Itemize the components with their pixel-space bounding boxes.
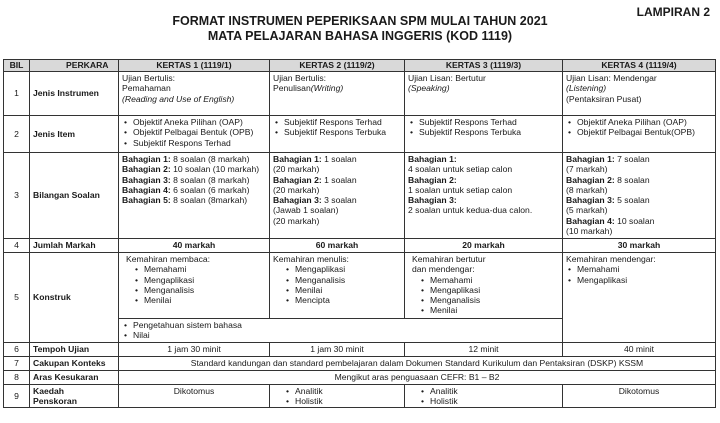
list-item: • Objektif Aneka Pilihan (OAP): [122, 117, 266, 127]
section-value: 1 soalan: [321, 154, 357, 164]
cell-kertas-1: [119, 153, 270, 239]
list-item: • Subjektif Respons Terhad: [122, 138, 266, 148]
table-row: [4, 370, 716, 384]
section-value: (5 markah): [566, 205, 608, 216]
title-line-1: FORMAT INSTRUMEN PEPERIKSAAN SPM MULAI TAHUN 2021: [172, 14, 548, 28]
list-item: • Mengaplikasi: [122, 275, 266, 285]
cell-kertas-1: [119, 253, 270, 319]
section-label: Bahagian 3:: [408, 195, 457, 206]
table-row: [4, 72, 716, 116]
section-value: 1 soalan: [321, 174, 357, 185]
row-number: 3: [4, 153, 30, 239]
section-label: Bahagian 2:: [122, 164, 171, 175]
list-item: • Holistik: [408, 396, 559, 406]
row-label: Cakupan Konteks: [30, 356, 119, 370]
cell-kertas-4: Dikotomus: [563, 384, 716, 408]
cell-text: Ujian Bertulis:: [273, 73, 327, 83]
list-item: • Nilai: [122, 330, 559, 340]
table-row: [4, 253, 716, 319]
list-item: • Objektif Pelbagai Bentuk (OPB): [122, 127, 266, 137]
row-label-line: Kaedah: [33, 385, 65, 396]
cell-text: dan mendengar:: [412, 264, 475, 275]
section-value: 6 soalan (6 markah): [170, 184, 250, 195]
section-value: 10 soalan: [614, 215, 655, 226]
section-value: (8 markah): [566, 184, 608, 195]
row-number: 4: [4, 239, 30, 253]
section-value: (Jawab 1 soalan): [273, 205, 339, 216]
table-row: [4, 153, 716, 239]
cell-text: Penulisan: [273, 83, 311, 94]
section-value: 8 soalan: [614, 174, 650, 185]
cell-kertas-2: [270, 116, 405, 153]
header-kertas-2: KERTAS 2 (1119/2): [270, 60, 405, 72]
list-item: • Menganalisis: [273, 275, 401, 285]
list-item: • Subjektif Respons Terbuka: [273, 127, 401, 137]
cell-text: (Speaking): [408, 83, 450, 94]
cell-kertas-3: [405, 253, 563, 319]
section-label: Bahagian 4:: [122, 184, 171, 195]
row-label: [30, 384, 119, 408]
cell-kertas-1: Dikotomus: [119, 384, 270, 408]
row-number: 9: [4, 384, 30, 408]
section-value: (7 markah): [566, 164, 608, 175]
section-label: Bahagian 2:: [566, 174, 615, 185]
cell-text: Ujian Lisan: Mendengar: [566, 73, 657, 83]
cell-text: Pemahaman: [122, 83, 171, 94]
cell-kertas-1: [119, 72, 270, 116]
row-label-line: Penskoran: [33, 395, 77, 406]
list-item: • Objektif Aneka Pilihan (OAP): [566, 117, 712, 127]
cell-text: Ujian Lisan: Bertutur: [408, 73, 486, 83]
row-label: Tempoh Ujian: [30, 342, 119, 356]
cell-kertas-4: [563, 153, 716, 239]
section-value: 3 soalan: [321, 195, 357, 206]
section-value: 8 soalan (8 markah): [170, 174, 250, 185]
section-label: Bahagian 1:: [273, 154, 322, 164]
section-value: (20 markah): [273, 164, 320, 175]
row-number: 7: [4, 356, 30, 370]
list-item: • Menilai: [408, 305, 559, 315]
list-item: • Memahami: [122, 264, 266, 274]
cell-kertas-2: [270, 384, 405, 408]
table-row: [4, 384, 716, 408]
row-label: Jenis Instrumen: [30, 72, 119, 116]
row-number: 8: [4, 370, 30, 384]
table-row: [4, 239, 716, 253]
list-item: • Analitik: [273, 386, 401, 396]
cell-kertas-2: [270, 72, 405, 116]
header-kertas-3: KERTAS 3 (1119/3): [405, 60, 563, 72]
cell-kertas-4: [563, 72, 716, 116]
section-value: 5 soalan: [614, 195, 650, 206]
row-number: 2: [4, 116, 30, 153]
cell-kertas-3: [405, 72, 563, 116]
cell-kertas-4: [563, 253, 716, 343]
list-item: • Objektif Pelbagai Bentuk(OPB): [566, 127, 712, 137]
cell-text: Kemahiran membaca:: [126, 254, 211, 264]
section-label: Bahagian 2:: [273, 174, 322, 185]
list-item: • Memahami: [408, 275, 559, 285]
list-item: • Subjektif Respons Terhad: [408, 117, 559, 127]
section-value: 2 soalan untuk kedua-dua calon.: [408, 205, 533, 216]
cell-kertas-2: 1 jam 30 minit: [270, 342, 405, 356]
appendix-label: LAMPIRAN 2: [636, 5, 710, 19]
cell-text: Kemahiran mendengar:: [566, 254, 656, 264]
list-item: • Memahami: [566, 264, 712, 274]
cell-text: Kemahiran bertutur: [412, 254, 486, 264]
section-value: 8 soalan (8markah): [170, 195, 248, 206]
cell-kertas-4: 30 markah: [563, 239, 716, 253]
list-item: • Mengaplikasi: [566, 275, 712, 285]
table-row: [4, 356, 716, 370]
cell-all-kertas: Standard kandungan dan standard pembelajaran dalam Dokumen Standard Kurikulum dan Pentaksiran (DSKP) KSSM: [119, 356, 716, 370]
cell-text: (Listening): [566, 83, 607, 94]
row-number: 1: [4, 72, 30, 116]
list-item: • Menganalisis: [408, 295, 559, 305]
cell-kertas-3: 12 minit: [405, 342, 563, 356]
section-label: Bahagian 3:: [122, 174, 171, 185]
header-bil: BIL: [4, 60, 30, 72]
cell-all-kertas: Mengikut aras penguasaan CEFR: B1 – B2: [119, 370, 716, 384]
section-label: Bahagian 4:: [566, 215, 615, 226]
cell-kertas-3: [405, 384, 563, 408]
cell-kertas-1: 1 jam 30 minit: [119, 342, 270, 356]
section-label: Bahagian 1:: [122, 154, 171, 164]
section-value: (20 markah): [273, 184, 320, 195]
list-item: • Menilai: [122, 295, 266, 305]
cell-text: Ujian Bertulis:: [122, 73, 176, 83]
list-item: • Subjektif Respons Terbuka: [408, 127, 559, 137]
table-row: [4, 342, 716, 356]
list-item: • Mengaplikasi: [273, 264, 401, 274]
section-label: Bahagian 1:: [408, 154, 457, 164]
section-value: (20 markah): [273, 215, 320, 226]
cell-kertas-2: 60 markah: [270, 239, 405, 253]
header-perkara: PERKARA: [30, 60, 119, 72]
list-item: • Mencipta: [273, 295, 401, 305]
cell-kertas-1: 40 markah: [119, 239, 270, 253]
row-label: Jumlah Markah: [30, 239, 119, 253]
section-label: Bahagian 1:: [566, 154, 615, 164]
header-kertas-1: KERTAS 1 (1119/1): [119, 60, 270, 72]
section-value: 8 soalan (8 markah): [170, 154, 250, 164]
list-item: • Holistik: [273, 396, 401, 406]
cell-text: (Writing): [310, 83, 344, 94]
row-label: Aras Kesukaran: [30, 370, 119, 384]
cell-kertas-4: 40 minit: [563, 342, 716, 356]
list-item: • Menilai: [273, 285, 401, 295]
table-row: [4, 116, 716, 153]
cell-kertas-2: [270, 153, 405, 239]
table-header-row: [4, 60, 716, 72]
section-value: 1 soalan untuk setiap calon: [408, 184, 513, 195]
cell-kertas-2: [270, 253, 405, 319]
section-value: (10 markah): [566, 226, 613, 237]
row-number: 6: [4, 342, 30, 356]
list-item: • Pengetahuan sistem bahasa: [122, 320, 559, 330]
row-label: Jenis Item: [30, 116, 119, 153]
section-label: Bahagian 2:: [408, 174, 457, 185]
cell-shared-konstruk: [119, 319, 563, 343]
list-item: • Subjektif Respons Terhad: [273, 117, 401, 127]
row-label: Bilangan Soalan: [30, 153, 119, 239]
section-value: 4 soalan untuk setiap calon: [408, 164, 513, 175]
section-value: 10 soalan (10 markah): [170, 164, 260, 175]
section-label: Bahagian 5:: [122, 195, 171, 206]
document-title: [0, 14, 720, 43]
list-item: • Menganalisis: [122, 285, 266, 295]
title-line-2: MATA PELAJARAN BAHASA INGGERIS (KOD 1119): [207, 28, 513, 43]
exam-format-table: [3, 59, 716, 408]
cell-kertas-3: [405, 116, 563, 153]
row-label: Konstruk: [30, 253, 119, 343]
cell-text: Kemahiran menulis:: [273, 254, 349, 264]
list-item: • Mengaplikasi: [408, 285, 559, 295]
cell-kertas-4: [563, 116, 716, 153]
cell-kertas-1: [119, 116, 270, 153]
section-label: Bahagian 3:: [273, 195, 322, 206]
section-value: 7 soalan: [614, 154, 650, 164]
header-kertas-4: KERTAS 4 (1119/4): [563, 60, 716, 72]
row-number: 5: [4, 253, 30, 343]
cell-text: (Reading and Use of English): [122, 93, 235, 104]
cell-text: (Pentaksiran Pusat): [566, 93, 642, 104]
cell-kertas-3: 20 markah: [405, 239, 563, 253]
section-label: Bahagian 3:: [566, 195, 615, 206]
list-item: • Analitik: [408, 386, 559, 396]
cell-kertas-3: [405, 153, 563, 239]
